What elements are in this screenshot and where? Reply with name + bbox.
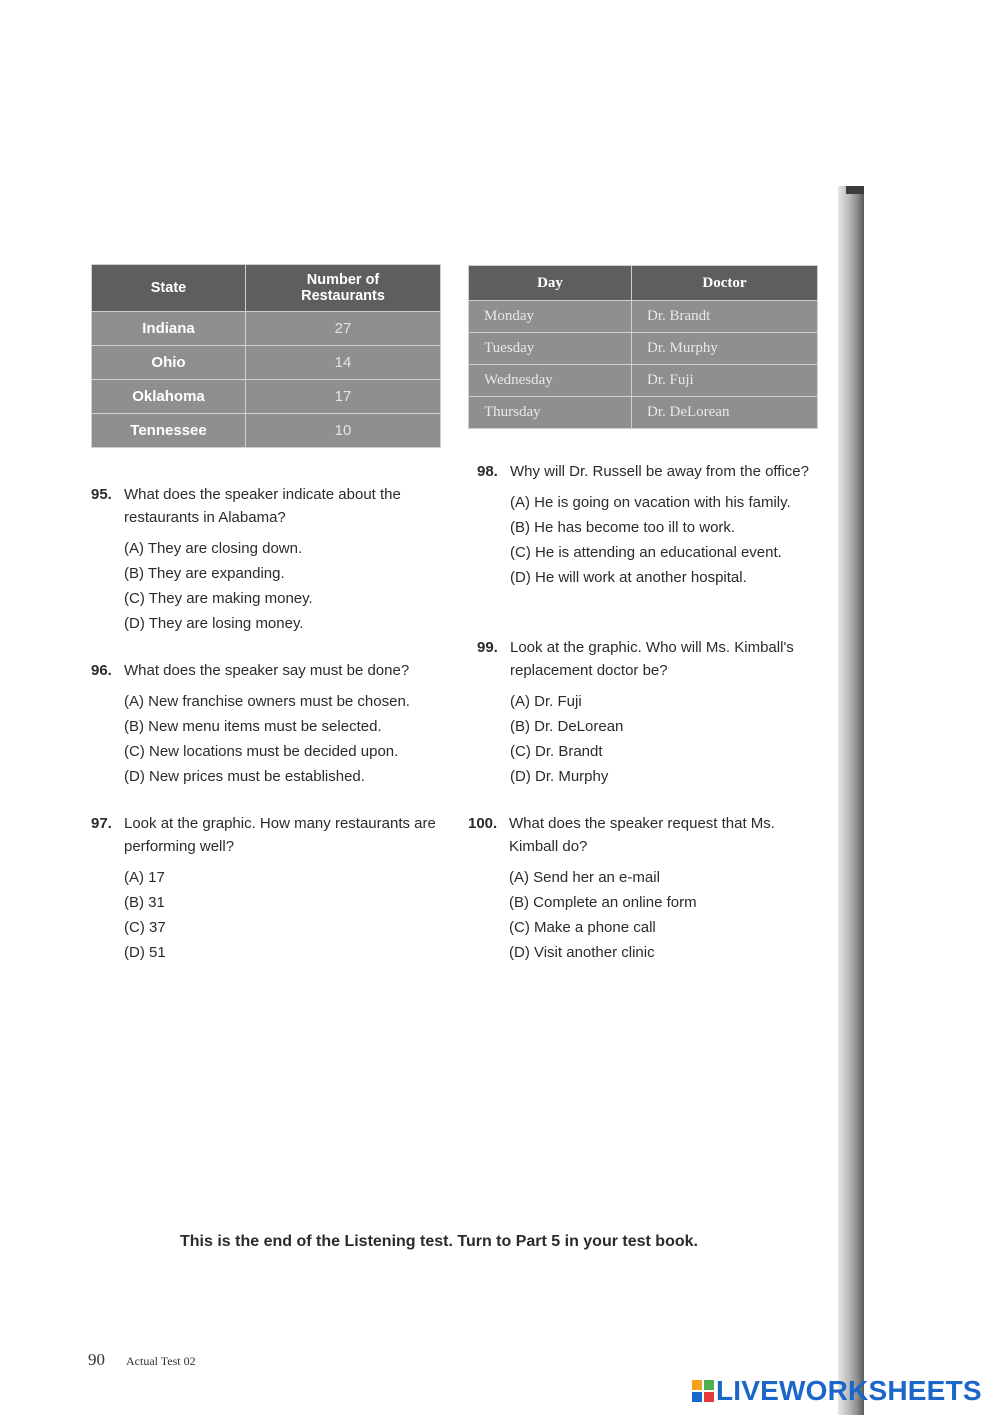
liveworksheets-logo-icon (692, 1380, 714, 1402)
question-stem: Look at the graphic. How many restaurants are performing well? (124, 815, 436, 855)
option-c[interactable]: (C) He is attending an educational event. (510, 544, 782, 561)
option-a[interactable]: (A) He is going on vacation with his family. (510, 494, 791, 511)
option-b[interactable]: (B) Dr. DeLorean (510, 718, 624, 735)
option-d[interactable]: (D) New prices must be established. (124, 768, 365, 785)
option-b[interactable]: (B) They are expanding. (124, 565, 285, 582)
option-b[interactable]: (B) New menu items must be selected. (124, 718, 382, 735)
table-row (92, 380, 441, 414)
state-cell: Ohio (92, 346, 246, 380)
question-stem: What does the speaker say must be done? (124, 662, 410, 679)
header-doctor: Doctor (632, 266, 818, 301)
table-row (92, 346, 441, 380)
question-97 (91, 812, 444, 965)
state-cell: Indiana (92, 312, 246, 346)
option-d[interactable]: (D) Visit another clinic (509, 944, 655, 961)
question-95 (91, 483, 444, 636)
doctor-cell: Dr. Murphy (632, 333, 818, 365)
option-a[interactable]: (A) They are closing down. (124, 540, 303, 557)
header-number-of-restaurants: Number of Restaurants (246, 265, 441, 312)
table-row (469, 365, 818, 397)
answer-options (510, 490, 810, 590)
option-a[interactable]: (A) Dr. Fuji (510, 693, 582, 710)
question-number: 97. (91, 815, 112, 832)
option-d[interactable]: (D) He will work at another hospital. (510, 569, 747, 586)
book-spine-edge (846, 186, 864, 194)
page-number: 90 (88, 1350, 105, 1369)
option-b[interactable]: (B) Complete an online form (509, 894, 697, 911)
question-99 (477, 636, 825, 789)
option-a[interactable]: (A) New franchise owners must be chosen. (124, 693, 410, 710)
table-row (469, 301, 818, 333)
option-d[interactable]: (D) 51 (124, 944, 166, 961)
table-row (92, 414, 441, 448)
count-cell: 27 (246, 312, 441, 346)
doctor-cell: Dr. Fuji (632, 365, 818, 397)
question-number: 96. (91, 662, 112, 679)
answer-options (509, 865, 809, 965)
doctor-schedule-table (468, 265, 818, 429)
table-header-row (469, 266, 818, 301)
book-spine-shadow (838, 186, 864, 1415)
option-c[interactable]: (C) Make a phone call (509, 919, 656, 936)
option-d[interactable]: (D) Dr. Murphy (510, 768, 609, 785)
question-96 (91, 659, 444, 789)
brand-name: LIVEWORKSHEETS (716, 1375, 982, 1406)
header-state: State (92, 265, 246, 312)
day-cell: Wednesday (469, 365, 632, 397)
option-a[interactable]: (A) Send her an e-mail (509, 869, 660, 886)
day-cell: Thursday (469, 397, 632, 429)
question-98 (477, 460, 810, 590)
option-b[interactable]: (B) 31 (124, 894, 165, 911)
option-a[interactable]: (A) 17 (124, 869, 165, 886)
question-number: 99. (477, 639, 498, 656)
section-label: Actual Test 02 (126, 1354, 196, 1368)
state-cell: Tennessee (92, 414, 246, 448)
restaurants-table (91, 264, 441, 448)
table-row (469, 397, 818, 429)
option-d[interactable]: (D) They are losing money. (124, 615, 304, 632)
question-number: 100. (468, 815, 498, 832)
answer-options (510, 689, 825, 789)
table-header-row (92, 265, 441, 312)
question-stem: What does the speaker request that Ms. Kimball do? (509, 815, 775, 855)
option-b[interactable]: (B) He has become too ill to work. (510, 519, 736, 536)
question-stem: Look at the graphic. Who will Ms. Kimball's replacement doctor be? (510, 639, 794, 679)
count-cell: 14 (246, 346, 441, 380)
question-100 (468, 812, 809, 965)
doctor-cell: Dr. Brandt (632, 301, 818, 333)
header-day: Day (469, 266, 632, 301)
answer-options (124, 865, 444, 965)
liveworksheets-brand[interactable] (692, 1374, 982, 1408)
question-stem: Why will Dr. Russell be away from the office? (510, 463, 809, 480)
table-row (92, 312, 441, 346)
option-c[interactable]: (C) 37 (124, 919, 166, 936)
count-cell: 10 (246, 414, 441, 448)
day-cell: Tuesday (469, 333, 632, 365)
option-c[interactable]: (C) They are making money. (124, 590, 313, 607)
option-c[interactable]: (C) Dr. Brandt (510, 743, 603, 760)
state-cell: Oklahoma (92, 380, 246, 414)
count-cell: 17 (246, 380, 441, 414)
table-row (469, 333, 818, 365)
answer-options (124, 689, 444, 789)
answer-options (124, 536, 444, 636)
end-of-listening-note: This is the end of the Listening test. Turn to Part 5 in your test book. (180, 1233, 698, 1250)
question-number: 98. (477, 463, 498, 480)
day-cell: Monday (469, 301, 632, 333)
question-number: 95. (91, 486, 112, 503)
doctor-cell: Dr. DeLorean (632, 397, 818, 429)
question-stem: What does the speaker indicate about the restaurants in Alabama? (124, 486, 401, 526)
option-c[interactable]: (C) New locations must be decided upon. (124, 743, 399, 760)
